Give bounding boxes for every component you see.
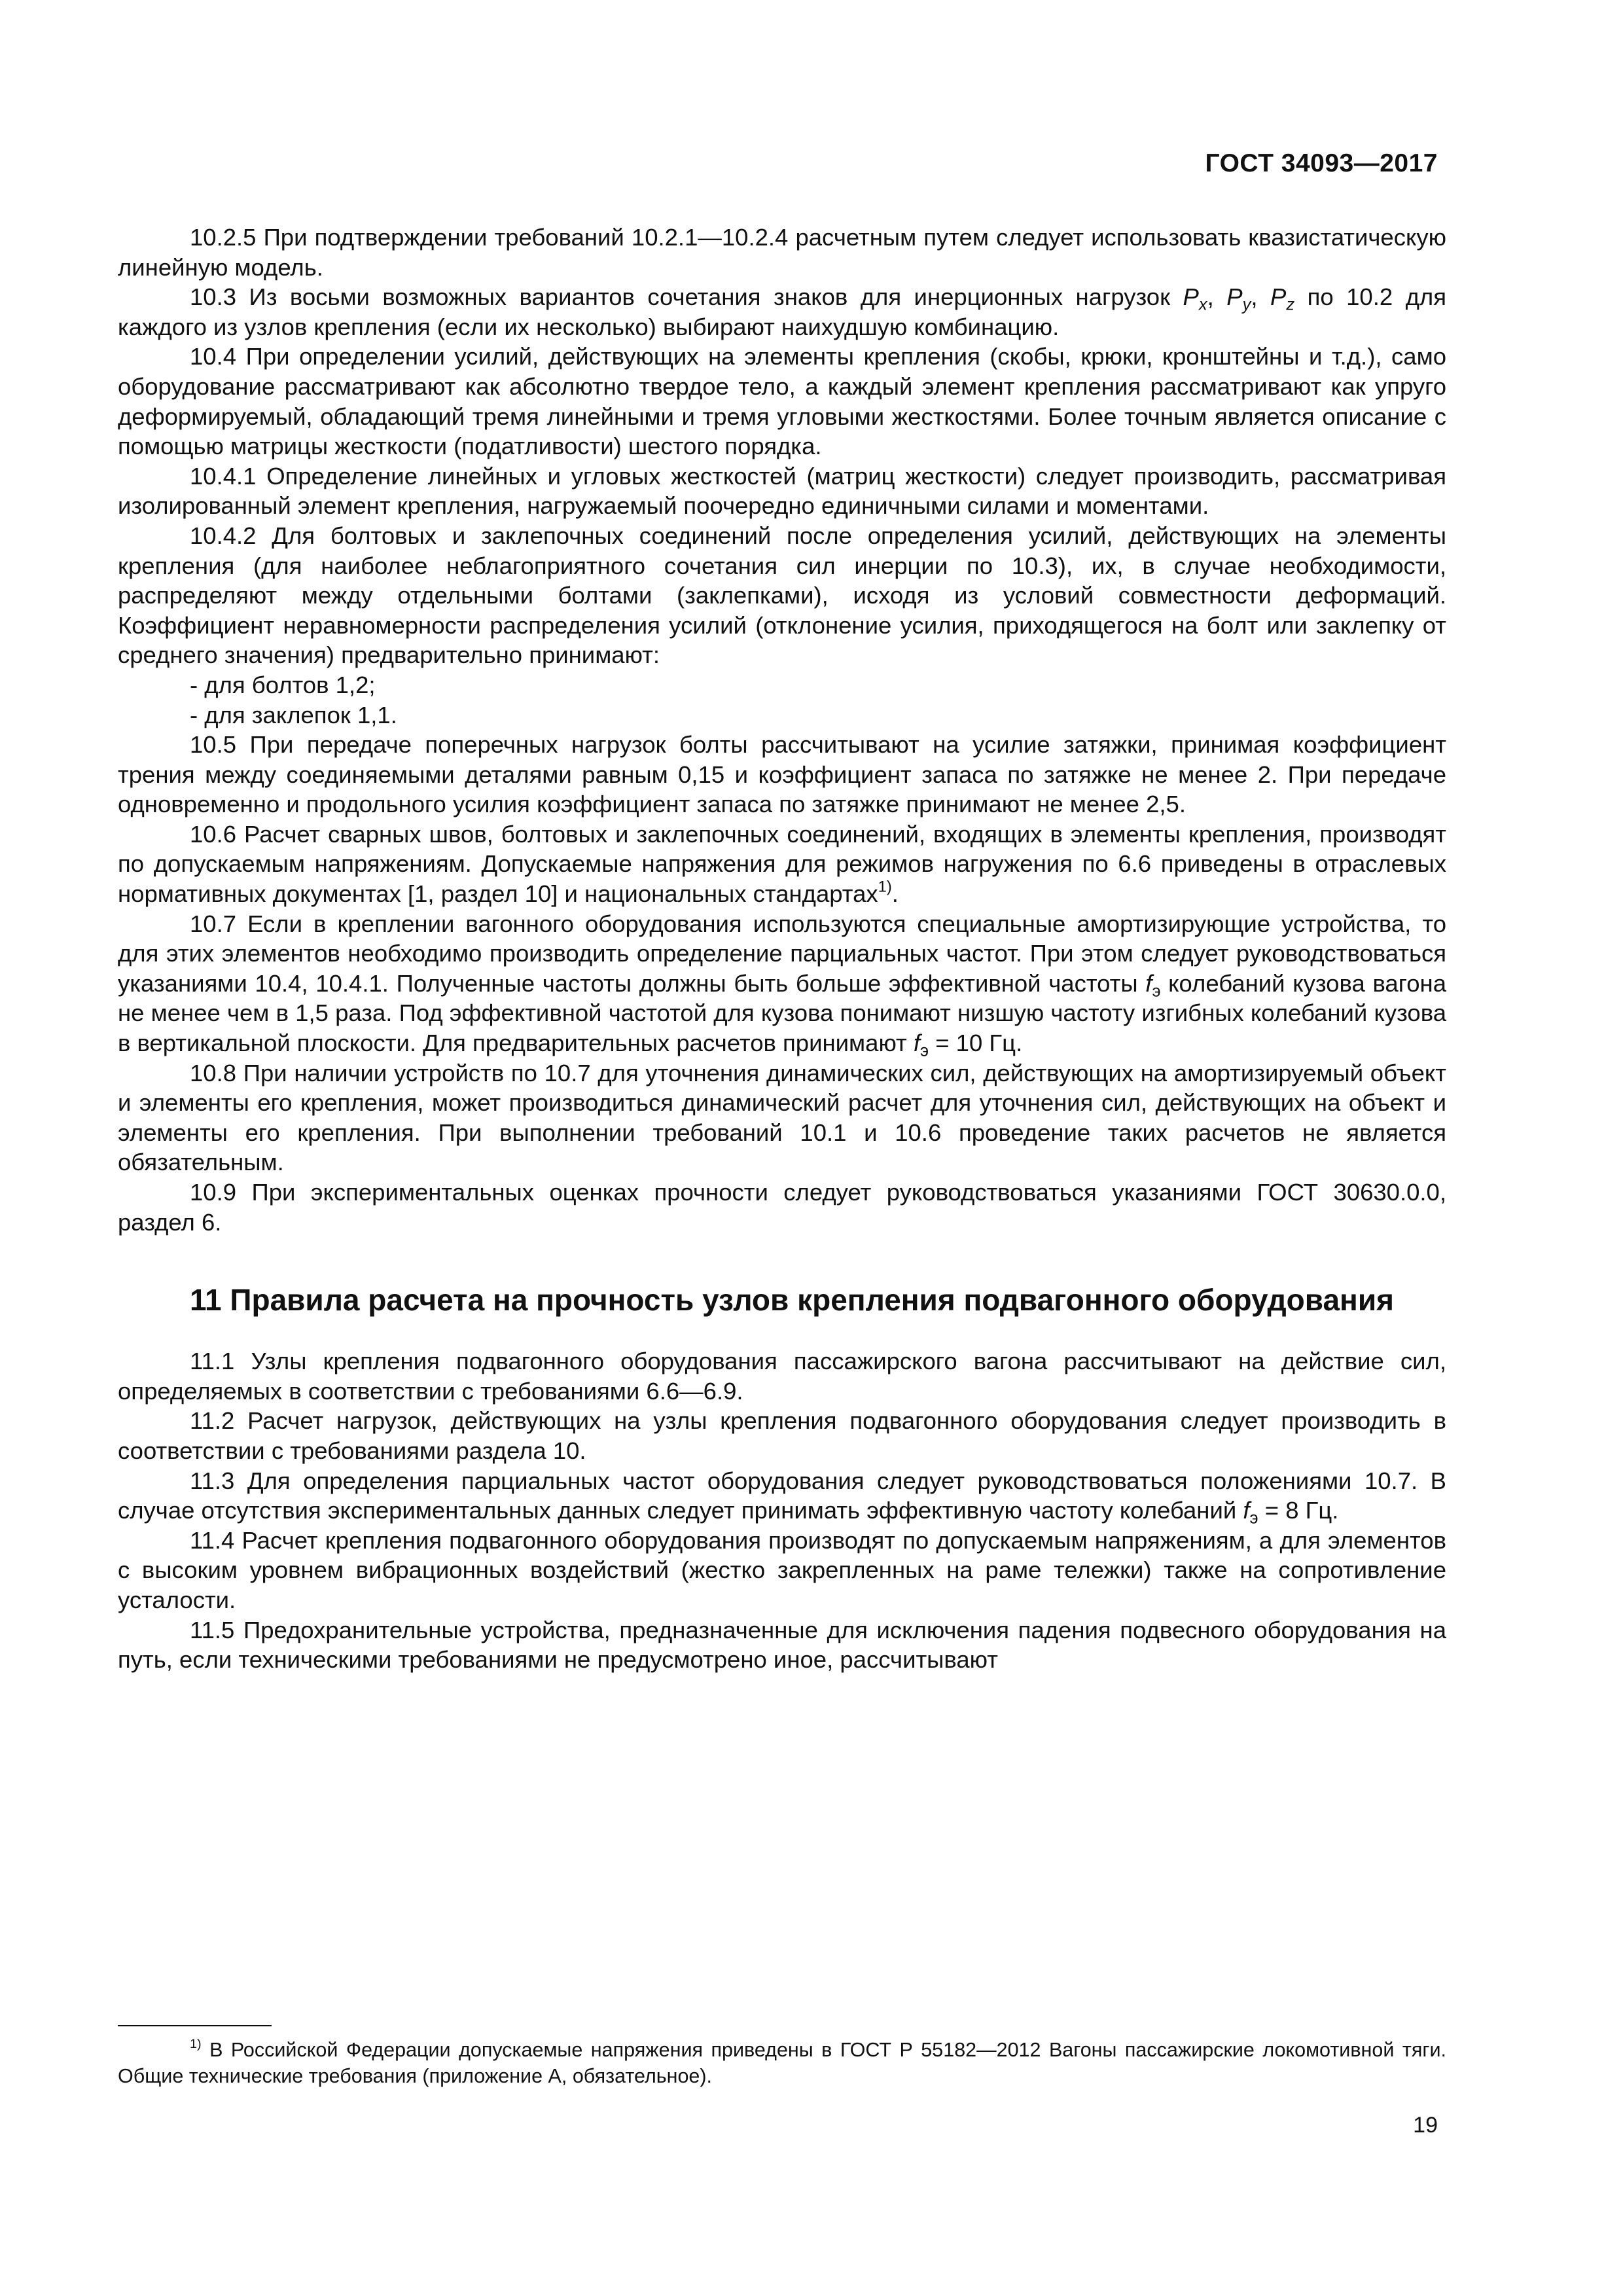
paragraph-10-6-end: . <box>891 880 899 908</box>
paragraph-10-4-1: 10.4.1 Определение линейных и угловых жесткостей (матриц жесткости) следует производить, рассматривая изолированный элемент крепления, нагружаемый поочередно единичными силами и моментами. <box>118 462 1446 520</box>
paragraph-10-7-text-b: колебаний кузова вагона не менее чем в 1,5 раза. Под эффективной частотой для кузова понимают низшую частоту изгибных колебаний кузова в вертикальной плоскости. Для предварительных расчетов принимают <box>118 969 1446 1057</box>
paragraph-11-4: 11.4 Расчет крепления подвагонного оборудования производят по допускаемым напряжениям, а для элементов с высоким уровнем вибрационных воздействий (жестко закрепленных на раме тележки) также на сопротивление усталости. <box>118 1526 1446 1613</box>
paragraph-10-7-text-c: = 10 Гц. <box>929 1030 1023 1057</box>
section-11-body <box>118 1346 1446 1675</box>
paragraph-11-3-text-a: 11.3 Для определения парциальных частот оборудования следует руководствоваться положениями 10.7. В случае отсутствия экспериментальных данных следует принимать эффективную частоту колебаний <box>118 1467 1446 1524</box>
paragraph-10-4-2: 10.4.2 Для болтовых и заклепочных соединений после определения усилий, действующих на элементы крепления (для наиболее неблагоприятного сочетания сил инерции по 10.3), их, в случае необходимости, распределяют между отдельными болтами (заклепками), исходя из условий совместности деформаций. Коэффициент неравномерности распределения усилий (отклонение усилия, приходящегося на болт или заклепку от среднего значения) предварительно принимают: <box>118 522 1446 669</box>
footnote <box>118 2037 1446 2089</box>
symbol-p: P <box>1226 283 1243 311</box>
paragraph-11-3 <box>118 1466 1446 1526</box>
paragraph-10-3 <box>118 282 1446 342</box>
paragraph-10-9: 10.9 При экспериментальных оценках прочности следует руководствоваться указаниями ГОСТ 30630.0.0, раздел 6. <box>118 1179 1446 1236</box>
subscript-e: э <box>920 1041 929 1060</box>
subscript-x: x <box>1198 295 1207 314</box>
footnote-reference[interactable]: 1) <box>878 878 892 896</box>
paragraph-10-6-text: 10.6 Расчет сварных швов, болтовых и заклепочных соединений, входящих в элементы крепления, производят по допускаемым напряжениям. Допускаемые напряжения для режимов нагружения по 6.6 приведены в отраслевых нормативных документах [1, раздел 10] и национальных стандартах <box>118 820 1446 908</box>
paragraph-10-3-text-b: по 10.2 для каждого из узлов крепления (если их несколько) выбирают наихудшую комбинацию. <box>118 283 1446 340</box>
section-11-heading: 11 Правила расчета на прочность узлов крепления подвагонного оборудования <box>190 1283 1394 1318</box>
paragraph-11-5: 11.5 Предохранительные устройства, предназначенные для исключения падения подвесного оборудования на путь, если техническими требованиями не предусмотрено иное, рассчитывают <box>118 1616 1446 1674</box>
paragraph-10-2-5: 10.2.5 При подтверждении требований 10.2.1—10.2.4 расчетным путем следует использовать квазистатическую линейную модель. <box>118 224 1446 281</box>
footnote-content: В Российской Федерации допускаемые напряжения приведены в ГОСТ Р 55182—2012 Вагоны пассажирские локомотивной тяги. Общие технические требования (приложение А, обязательное). <box>118 2039 1446 2087</box>
list-item-bolts: - для болтов 1,2; <box>190 671 376 698</box>
footnote-text <box>118 2037 1446 2089</box>
subscript-e: э <box>1249 1509 1258 1528</box>
paragraph-10-3-text-a: 10.3 Из восьми возможных вариантов сочетания знаков для инерционных нагрузок <box>190 283 1183 311</box>
document-body <box>118 223 1446 1675</box>
page-number: 19 <box>1413 2113 1438 2138</box>
symbol-f: f <box>1243 1497 1250 1524</box>
subscript-y: y <box>1242 295 1251 314</box>
document-id-header: ГОСТ 34093—2017 <box>1205 149 1438 177</box>
subscript-z: z <box>1286 295 1295 314</box>
separator: , <box>1207 283 1227 311</box>
paragraph-10-6 <box>118 819 1446 909</box>
separator: , <box>1251 283 1271 311</box>
paragraph-10-7-text-a: 10.7 Если в креплении вагонного оборудования используются специальные амортизирующие устройства, то для этих элементов необходимо производить определение парциальных частот. При этом следует руководствоваться указаниями 10.4, 10.4.1. Полученные частоты должны быть больше эффективной частоты <box>118 910 1446 997</box>
footnote-mark: 1) <box>190 2037 202 2052</box>
footnote-divider <box>118 2025 272 2026</box>
symbol-f: f <box>1145 969 1152 997</box>
paragraph-11-2: 11.2 Расчет нагрузок, действующих на узлы крепления подвагонного оборудования следует производить в соответствии с требованиями раздела 10. <box>118 1407 1446 1464</box>
paragraph-10-8: 10.8 При наличии устройств по 10.7 для уточнения динамических сил, действующих на амортизируемый объект и элементы его крепления, может производиться динамический расчет для уточнения сил, действующих на объект и элементы его крепления. При выполнении требований 10.1 и 10.6 проведение таких расчетов не является обязательным. <box>118 1059 1446 1176</box>
symbol-f: f <box>913 1030 921 1057</box>
symbol-p: P <box>1270 283 1287 311</box>
paragraph-10-5: 10.5 При передаче поперечных нагрузок болты рассчитывают на усилие затяжки, принимая коэффициент трения между соединяемыми деталями равным 0,15 и коэффициент запаса по затяжке не менее 2. При передаче одновременно и продольного усилия коэффициент запаса по затяжке принимают не менее 2,5. <box>118 731 1446 818</box>
paragraph-10-7 <box>118 909 1446 1058</box>
subscript-e: э <box>1152 982 1161 1001</box>
paragraph-11-1: 11.1 Узлы крепления подвагонного оборудования пассажирского вагона рассчитывают на действие сил, определяемых в соответствии с требованиями 6.6—6.9. <box>118 1348 1446 1405</box>
paragraph-11-3-text-b: = 8 Гц. <box>1258 1497 1339 1524</box>
paragraph-10-4: 10.4 При определении усилий, действующих на элементы крепления (скобы, крюки, кронштейны и т.д.), само оборудование рассматривают как абсолютно твердое тело, а каждый элемент крепления рассматривают как упруго деформируемый, обладающий тремя линейными и тремя угловыми жесткостями. Более точным является описание с помощью матрицы жесткости (податливости) шестого порядка. <box>118 343 1446 460</box>
list-item-rivets: - для заклепок 1,1. <box>190 701 397 728</box>
symbol-p: P <box>1183 283 1199 311</box>
